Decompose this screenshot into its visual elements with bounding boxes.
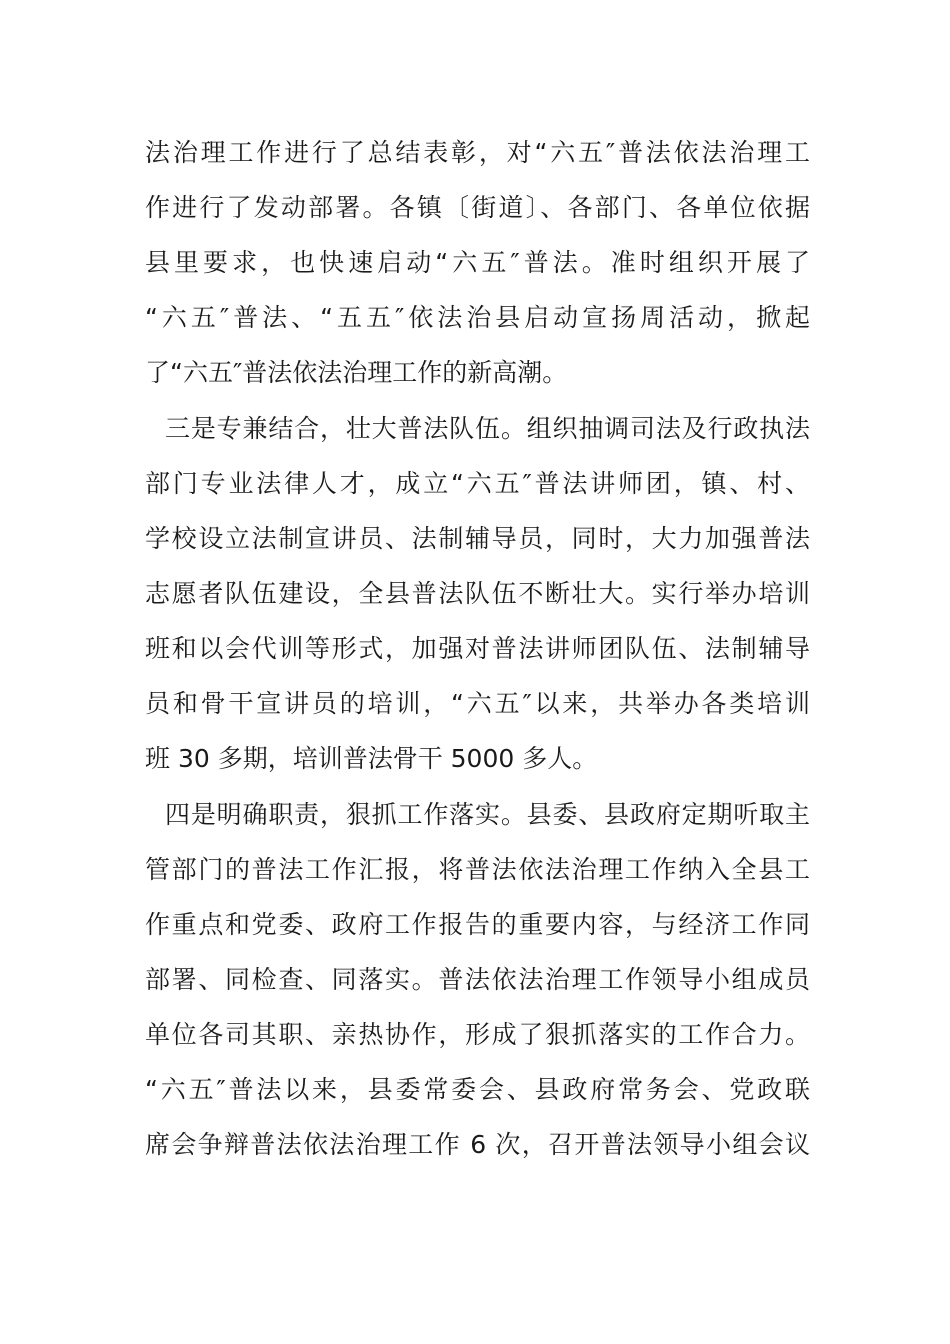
- paragraph-line: 部署、同检查、同落实。普法依法治理工作领导小组成员: [145, 965, 810, 994]
- paragraph-line: 作进行了发动部署。各镇〔街道〕、各部门、各单位依据: [145, 193, 810, 222]
- paragraph-line: 管部门的普法工作汇报，将普法依法治理工作纳入全县工: [145, 855, 810, 884]
- paragraph-line: 县里要求，也快速启动“六五″普法。准时组织开展了: [145, 248, 810, 277]
- paragraph-line: 志愿者队伍建设，全县普法队伍不断壮大。实行举办培训: [145, 579, 810, 608]
- paragraph-line: 法治理工作进行了总结表彰，对“六五″普法依法治理工: [145, 138, 810, 167]
- paragraph-line: 班 30 多期，培训普法骨干 5000 多人。: [145, 744, 598, 773]
- paragraph-line: 部门专业法律人才，成立“六五″普法讲师团，镇、村、: [145, 469, 810, 498]
- paragraph-line: 员和骨干宣讲员的培训，“六五″以来，共举办各类培训: [145, 689, 810, 718]
- paragraph-line: 学校设立法制宣讲员、法制辅导员，同时，大力加强普法: [145, 524, 810, 553]
- paragraph-line: 单位各司其职、亲热协作，形成了狠抓落实的工作合力。: [145, 1020, 810, 1049]
- paragraph-first-line: 三是专兼结合，壮大普法队伍。组织抽调司法及行政执法: [165, 414, 810, 443]
- paragraph-line: “六五″普法以来，县委常委会、县政府常务会、党政联: [145, 1075, 810, 1104]
- paragraph-first-line: 四是明确职责，狠抓工作落实。县委、县政府定期听取主: [165, 800, 810, 829]
- paragraph-line: 班和以会代训等形式，加强对普法讲师团队伍、法制辅导: [145, 634, 810, 663]
- paragraph-line: 席会争辩普法依法治理工作 6 次，召开普法领导小组会议: [145, 1130, 810, 1159]
- paragraph-line: 了“六五″普法依法治理工作的新高潮。: [145, 358, 568, 387]
- paragraph-line: 作重点和党委、政府工作报告的重要内容，与经济工作同: [145, 910, 810, 939]
- paragraph-line: “六五″普法、“五五″依法治县启动宣扬周活动，掀起: [145, 303, 810, 332]
